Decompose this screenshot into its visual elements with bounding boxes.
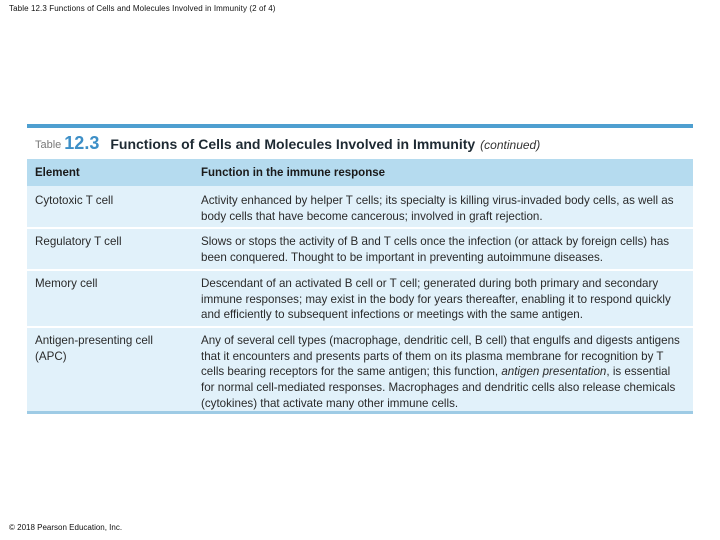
- table-row: [27, 187, 693, 228]
- immunity-table-figure: [27, 124, 693, 414]
- immunity-table: [27, 159, 693, 414]
- function-cell: Activity enhanced by helper T cells; its specialty is killing virus-invaded body cells, as well as body cells that have become cancerous; involved in graft rejection.: [201, 194, 674, 223]
- element-cell: Cytotoxic T cell: [35, 194, 114, 207]
- function-cell: [193, 327, 693, 415]
- element-cell: Memory cell: [27, 270, 193, 327]
- table-number: 12.3: [64, 133, 100, 153]
- slide-title: Table 12.3 Functions of Cells and Molecules Involved in Immunity (2 of 4): [9, 4, 276, 13]
- function-cell: Descendant of an activated B cell or T cell; generated during both primary and secondary immune responses; may exist in the body for years thereafter, enabling it to respond quickly and efficiently to subsequent infections or meetings with the same antigen.: [193, 270, 693, 327]
- table-row: [27, 270, 693, 327]
- copyright-notice: © 2018 Pearson Education, Inc.: [9, 523, 123, 532]
- table-continued-note: (continued): [480, 137, 541, 152]
- element-cell: Antigen-presenting cell (APC): [27, 327, 193, 415]
- table-row: [27, 327, 693, 415]
- table-title: Functions of Cells and Molecules Involved in Immunity: [110, 135, 476, 152]
- header-function: Function in the immune response: [193, 159, 693, 187]
- table-label-word: Table: [35, 138, 62, 151]
- function-italic-term: antigen presentation: [501, 365, 607, 379]
- header-element: Element: [27, 159, 193, 187]
- function-cell: Slows or stops the activity of B and T cells once the infection (or attack by foreign cells) has been conquered. Thought to be important in preventing autoimmune diseases.: [193, 228, 693, 269]
- function-text-start: Any of several cell types (macrophage, dendritic cell, B cell) that engulfs and digests antigens that it encounters and presents parts of them on its plasma membrane for recognition by T cells bearing receptors for the same antigen; this function,: [201, 333, 680, 379]
- element-cell: Regulatory T cell: [27, 228, 193, 269]
- table-row: [27, 228, 693, 269]
- function-text-end: , is essential for normal cell-mediated responses. Macrophages and dendritic cells also release chemicals (cytokines) that activate many other immune cells.: [201, 365, 676, 410]
- table-title-band: [27, 128, 693, 159]
- table-header-row: [27, 159, 693, 187]
